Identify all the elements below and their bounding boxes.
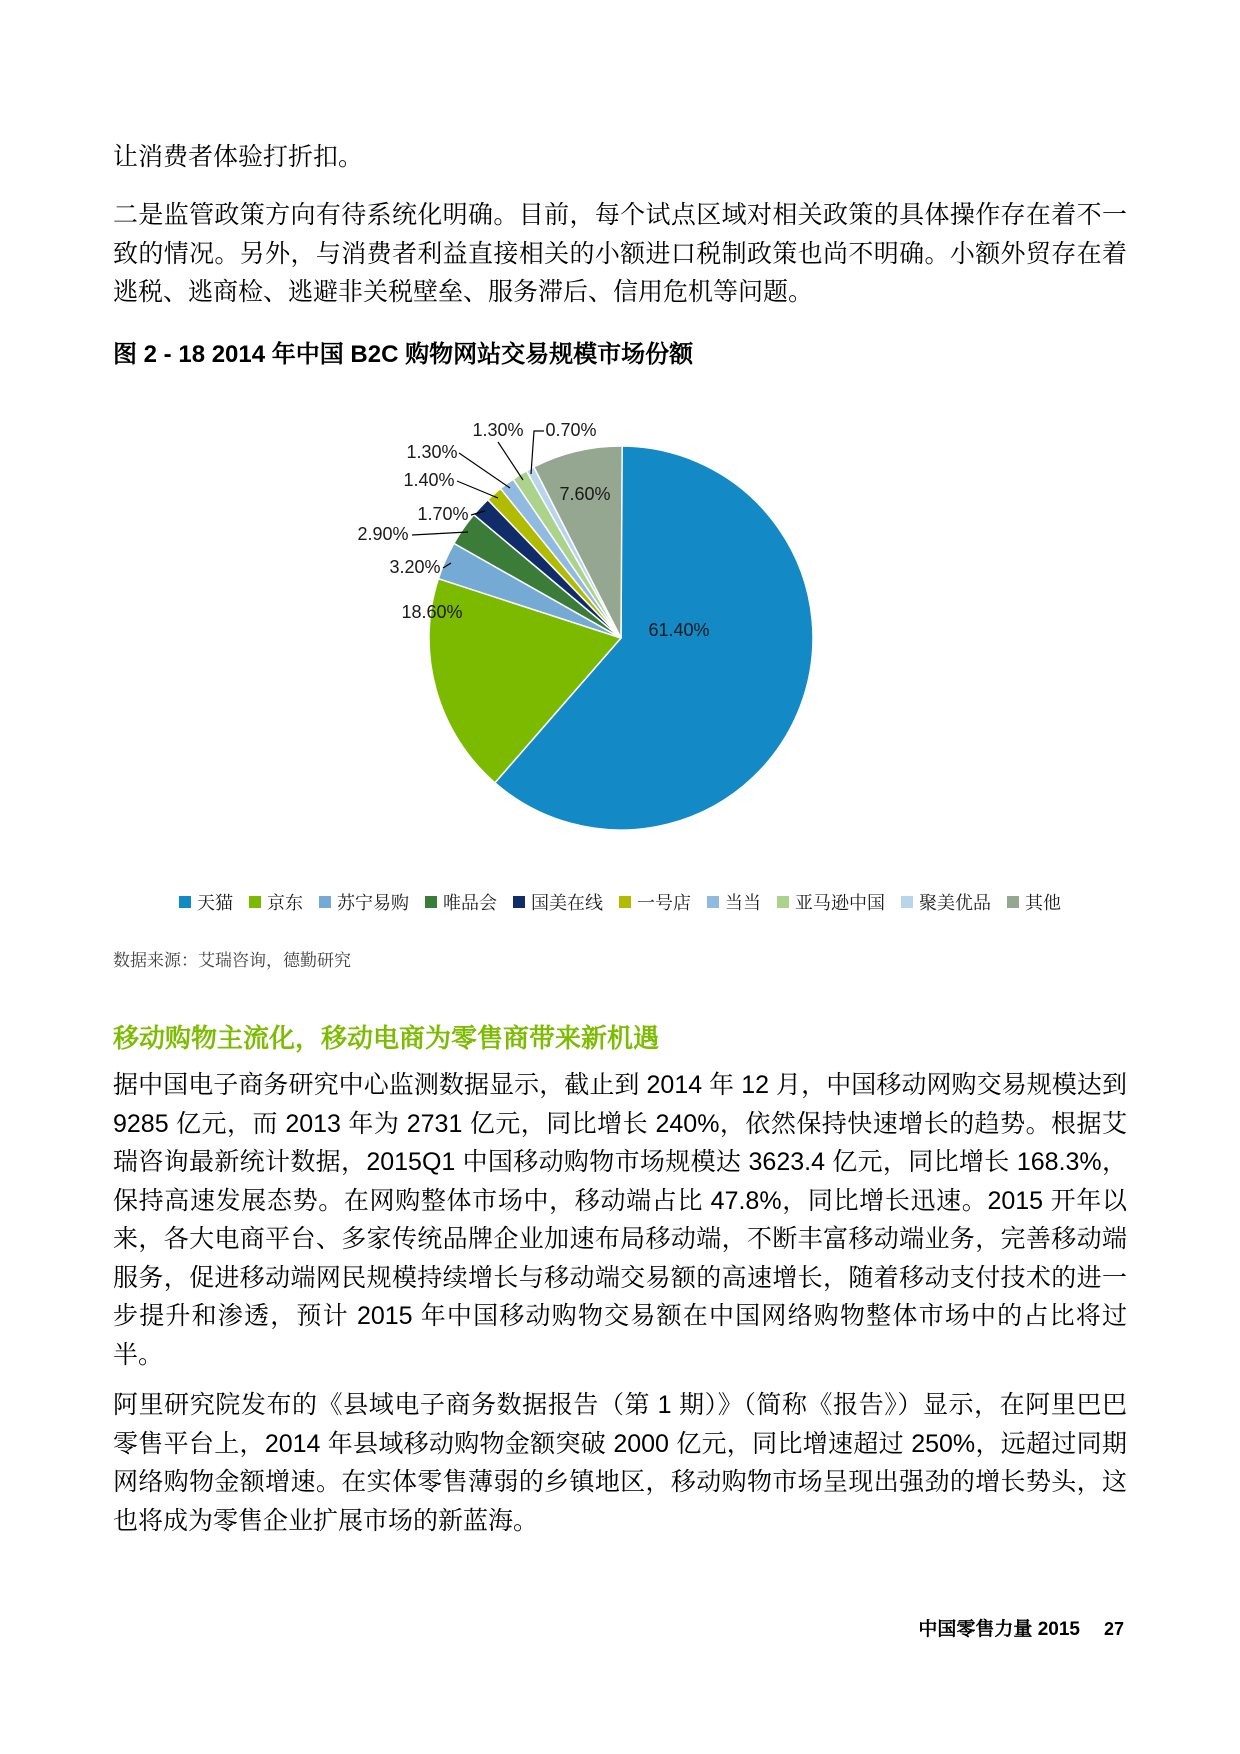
legend-item-天猫 [179, 889, 233, 915]
chart-source: 数据来源：艾瑞咨询，德勤研究 [113, 951, 351, 970]
footer-book-title: 中国零售力量 2015 [918, 1619, 1080, 1640]
label-leader-line-当当 [459, 453, 510, 488]
pie-label-聚美优品: 0.70% [545, 420, 597, 440]
legend-item-国美在线 [513, 889, 603, 915]
legend-item-一号店 [619, 889, 691, 915]
pie-label-唯品会: 2.90% [357, 524, 409, 544]
paragraph-policy: 二是监管政策方向有待系统化明确。目前，每个试点区域对相关政策的具体操作存在着不一致的情况。另外，与消费者利益直接相关的小额进口税制政策也尚不明确。小额外贸存在着逃税、逃商检、逃避非关税壁垒、服务滞后、信用危机等问题。 [113, 201, 1127, 306]
pie-label-苏宁易购: 3.20% [389, 557, 441, 577]
legend-item-其他 [1007, 889, 1061, 915]
page-footer [918, 1614, 1124, 1641]
page-number: 27 [1103, 1619, 1124, 1639]
legend-item-当当 [707, 889, 761, 915]
legend-label-聚美优品: 聚美优品 [919, 893, 991, 913]
chart-legend [113, 889, 1127, 915]
legend-label-天猫: 天猫 [197, 893, 233, 913]
section-heading: 移动购物主流化，移动电商为零售商带来新机遇 [113, 1023, 660, 1053]
label-leader-line-亚马逊中国 [498, 442, 523, 480]
legend-item-唯品会 [425, 889, 497, 915]
legend-swatch-国美在线 [513, 896, 525, 908]
paragraph-ali-report: 阿里研究院发布的《县域电子商务数据报告（第 1 期）》（简称《报告》）显示，在阿里巴巴零售平台上，2014 年县域移动购物金额突破 2000 亿元，同比增速超过 250%，远超过同期网络购物金额增速。在实体零售薄弱的乡镇地区，移动购物市场呈现出强劲的增长势头，这也将成为零售企业扩展市场的新蓝海。 [113, 1391, 1127, 1535]
paragraph-mobile-shopping: 据中国电子商务研究中心监测数据显示，截止到 2014 年 12 月，中国移动网购交易规模达到 9285 亿元，而 2013 年为 2731 亿元，同比增长 240%，依然保持快速增长的趋势。根据艾瑞咨询最新统计数据，2015Q1 中国移动购物市场规模达 3623.4 亿元，同比增长 168.3%，保持高速发展态势。在网购整体市场中，移动端占比 47.8%，同比增长迅速。2015 开年以来，各大电商平台、多家传统品牌企业加速布局移动端，不断丰富移动端业务，完善移动端服务，促进移动端网民规模持续增长与移动端交易额的高速增长，随着移动支付技术的进一步提升和渗透，预计 2015 年中国移动购物交易额在中国网络购物整体市场中的占比将过半。 [113, 1071, 1127, 1369]
legend-item-聚美优品 [901, 889, 991, 915]
pie-label-其他: 7.60% [559, 484, 611, 504]
pie-label-国美在线: 1.70% [417, 504, 469, 524]
legend-swatch-当当 [707, 896, 719, 908]
label-leader-line-一号店 [457, 481, 498, 498]
pie-chart-svg [113, 365, 1127, 865]
chart-title: 图 2 - 18 2014 年中国 B2C 购物网站交易规模市场份额 [113, 341, 694, 368]
legend-swatch-天猫 [179, 896, 191, 908]
legend-swatch-京东 [249, 896, 261, 908]
pie-label-京东: 18.60% [401, 602, 463, 622]
legend-item-亚马逊中国 [777, 889, 885, 915]
pie-label-当当: 1.30% [406, 442, 458, 462]
legend-label-国美在线: 国美在线 [531, 893, 603, 913]
legend-label-当当: 当当 [725, 893, 761, 913]
legend-swatch-苏宁易购 [319, 896, 331, 908]
pie-label-天猫: 61.40% [648, 620, 710, 640]
legend-label-其他: 其他 [1025, 893, 1061, 913]
legend-swatch-唯品会 [425, 896, 437, 908]
legend-swatch-亚马逊中国 [777, 896, 789, 908]
legend-swatch-其他 [1007, 896, 1019, 908]
paragraph-intro: 让消费者体验打折扣。 [113, 143, 364, 171]
legend-label-亚马逊中国: 亚马逊中国 [795, 893, 885, 913]
legend-label-京东: 京东 [267, 893, 303, 913]
legend-swatch-一号店 [619, 896, 631, 908]
legend-label-唯品会: 唯品会 [443, 893, 497, 913]
legend-swatch-聚美优品 [901, 896, 913, 908]
legend-item-苏宁易购 [319, 889, 409, 915]
legend-label-一号店: 一号店 [637, 893, 691, 913]
pie-label-亚马逊中国: 1.30% [472, 420, 524, 440]
pie-label-一号店: 1.40% [403, 470, 455, 490]
pie-chart [113, 365, 1127, 865]
legend-label-苏宁易购: 苏宁易购 [337, 893, 409, 913]
legend-item-京东 [249, 889, 303, 915]
